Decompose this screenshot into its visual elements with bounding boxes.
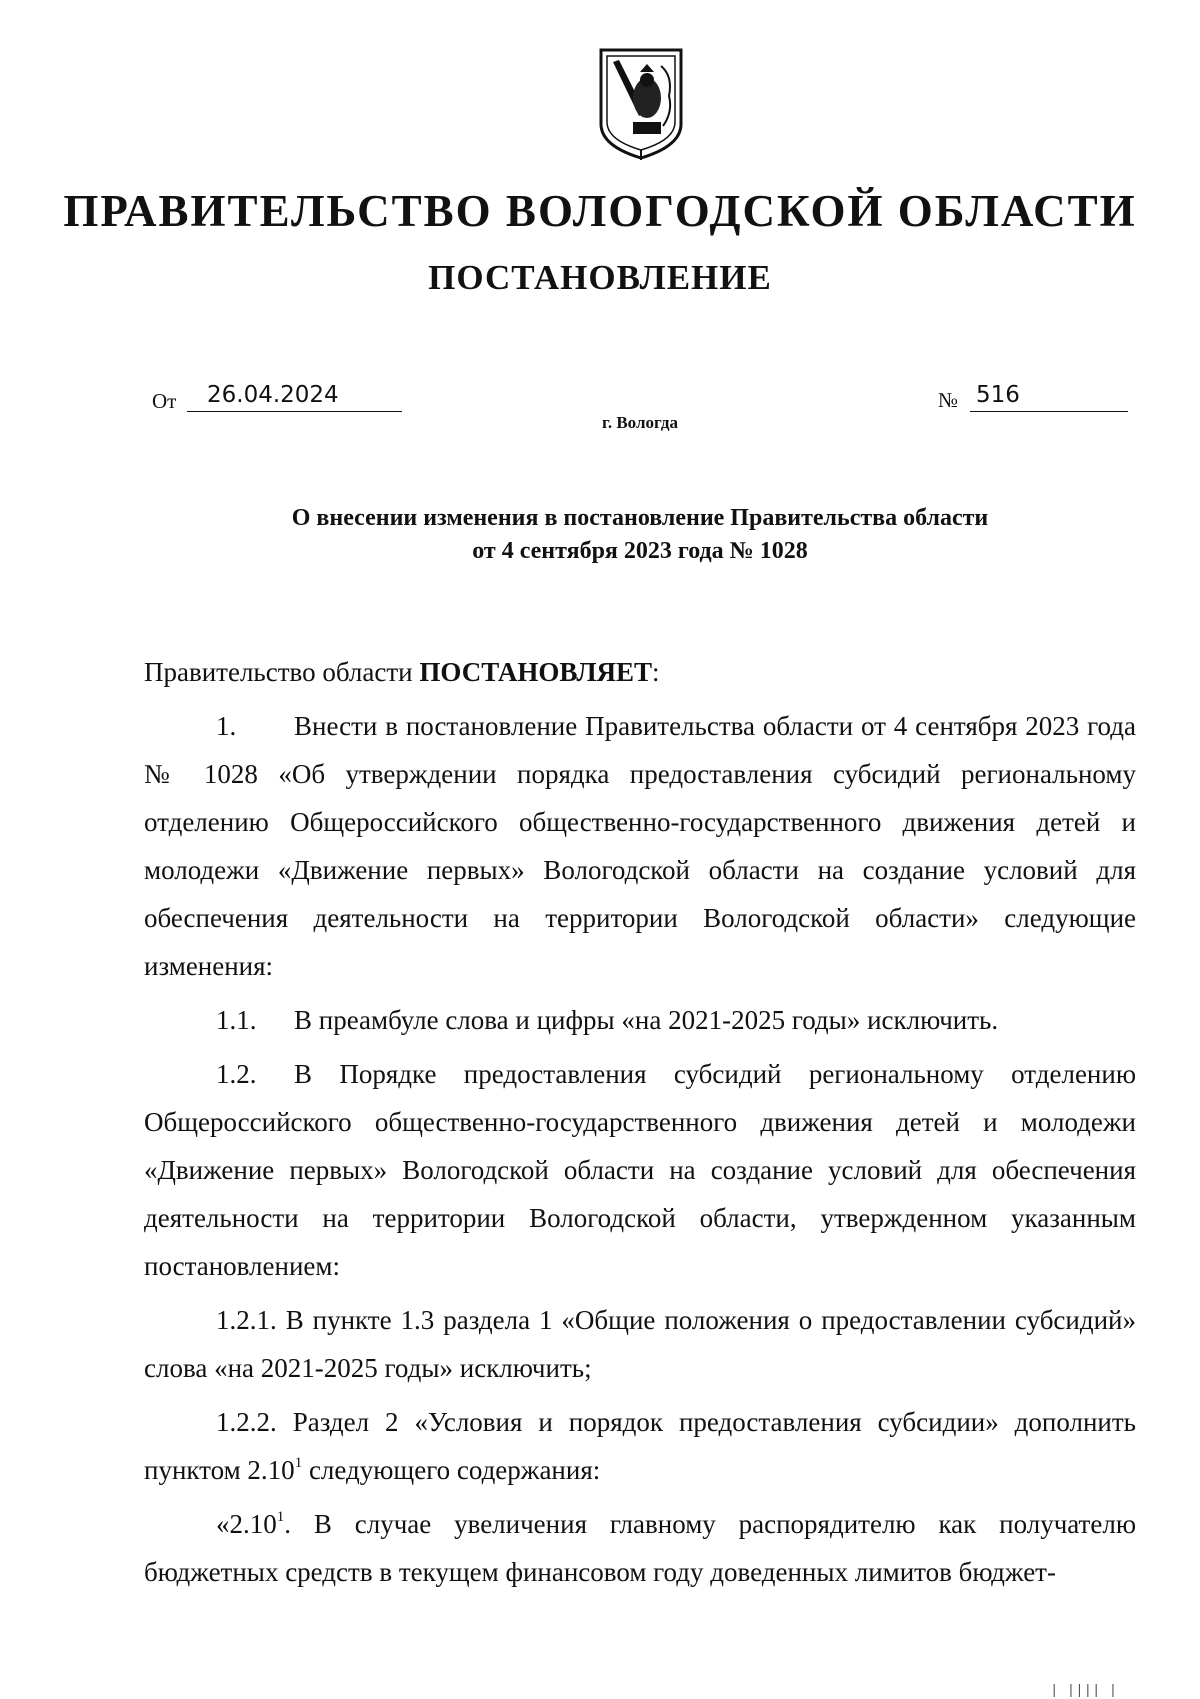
preamble-text: Правительство области xyxy=(144,657,420,687)
paragraph-number: 1. xyxy=(216,711,237,741)
document-body xyxy=(144,648,1136,1602)
paragraph-text: «2.10 xyxy=(216,1509,277,1539)
government-title: ПРАВИТЕЛЬСТВО ВОЛОГОДСКОЙ ОБЛАСТИ xyxy=(63,186,1137,236)
paragraph-1-2-1: 1.2.1. В пункте 1.3 раздела 1 «Общие положения о предоставлении субсидий» слова «на 2021-2025 годы» исключить; xyxy=(144,1305,1136,1383)
paragraph-text: 1.2.2. Раздел 2 «Условия и порядок предоставления субсидии» дополнить пунктом 2.10 xyxy=(144,1407,1136,1485)
document-date: 26.04.2024 xyxy=(187,379,402,412)
paragraph-text: Внести в постановление Правительства области от 4 сентября 2023 года № 1028 «Об утверждении порядка предоставления субсидий региональному отделению Общероссийского общественно-государственного движения детей и молодежи «Движение первых» Вологодской области на создание условий для обеспечения деятельности на территории Вологодской области» следующие изменения: xyxy=(144,711,1136,981)
subject-line-2: от 4 сентября 2023 года № 1028 xyxy=(472,538,808,564)
city-label: г. Вологда xyxy=(602,413,678,432)
subject-line-1: О внесении изменения в постановление Правительства области xyxy=(291,505,989,531)
paragraph-number: 1.2. xyxy=(216,1059,257,1089)
preamble-colon: : xyxy=(651,657,660,687)
scan-marks: | |||| | xyxy=(1050,1683,1118,1699)
paragraph-2-10-1 xyxy=(144,1500,1136,1596)
document-type: ПОСТАНОВЛЕНИЕ xyxy=(428,258,772,297)
paragraph-1 xyxy=(144,702,1136,990)
date-prefix: От xyxy=(152,389,177,413)
superscript: 1 xyxy=(294,1455,303,1471)
number-prefix: № xyxy=(938,388,959,412)
paragraph-1-2 xyxy=(144,1050,1136,1290)
preamble-verb: ПОСТАНОВЛЯЕТ xyxy=(419,657,652,687)
coat-of-arms-icon xyxy=(597,46,685,162)
document-number: 516 xyxy=(970,379,1128,412)
paragraph-text: . В случае увеличения главному распорядителю как получателю бюджетных средств в текущем финансовом году доведенных лимитов бюджет- xyxy=(144,1509,1136,1587)
preamble xyxy=(144,648,1136,696)
paragraph-text: В Порядке предоставления субсидий региональному отделению Общероссийского общественно-государственного движения детей и молодежи «Движение первых» Вологодской области на создание условий для обеспечения деятельности на территории Вологодской области, утвержденном указанным постановлением: xyxy=(144,1059,1136,1281)
paragraph-number: 1.1. xyxy=(216,1005,257,1035)
paragraph-1-2-2 xyxy=(144,1398,1136,1494)
paragraph-1-1 xyxy=(144,996,1136,1044)
superscript: 1 xyxy=(276,1509,285,1525)
paragraph-text: следующего содержания: xyxy=(302,1455,601,1485)
document-subject xyxy=(0,502,1200,568)
paragraph-text: В преамбуле слова и цифры «на 2021-2025 годы» исключить. xyxy=(294,1005,999,1035)
